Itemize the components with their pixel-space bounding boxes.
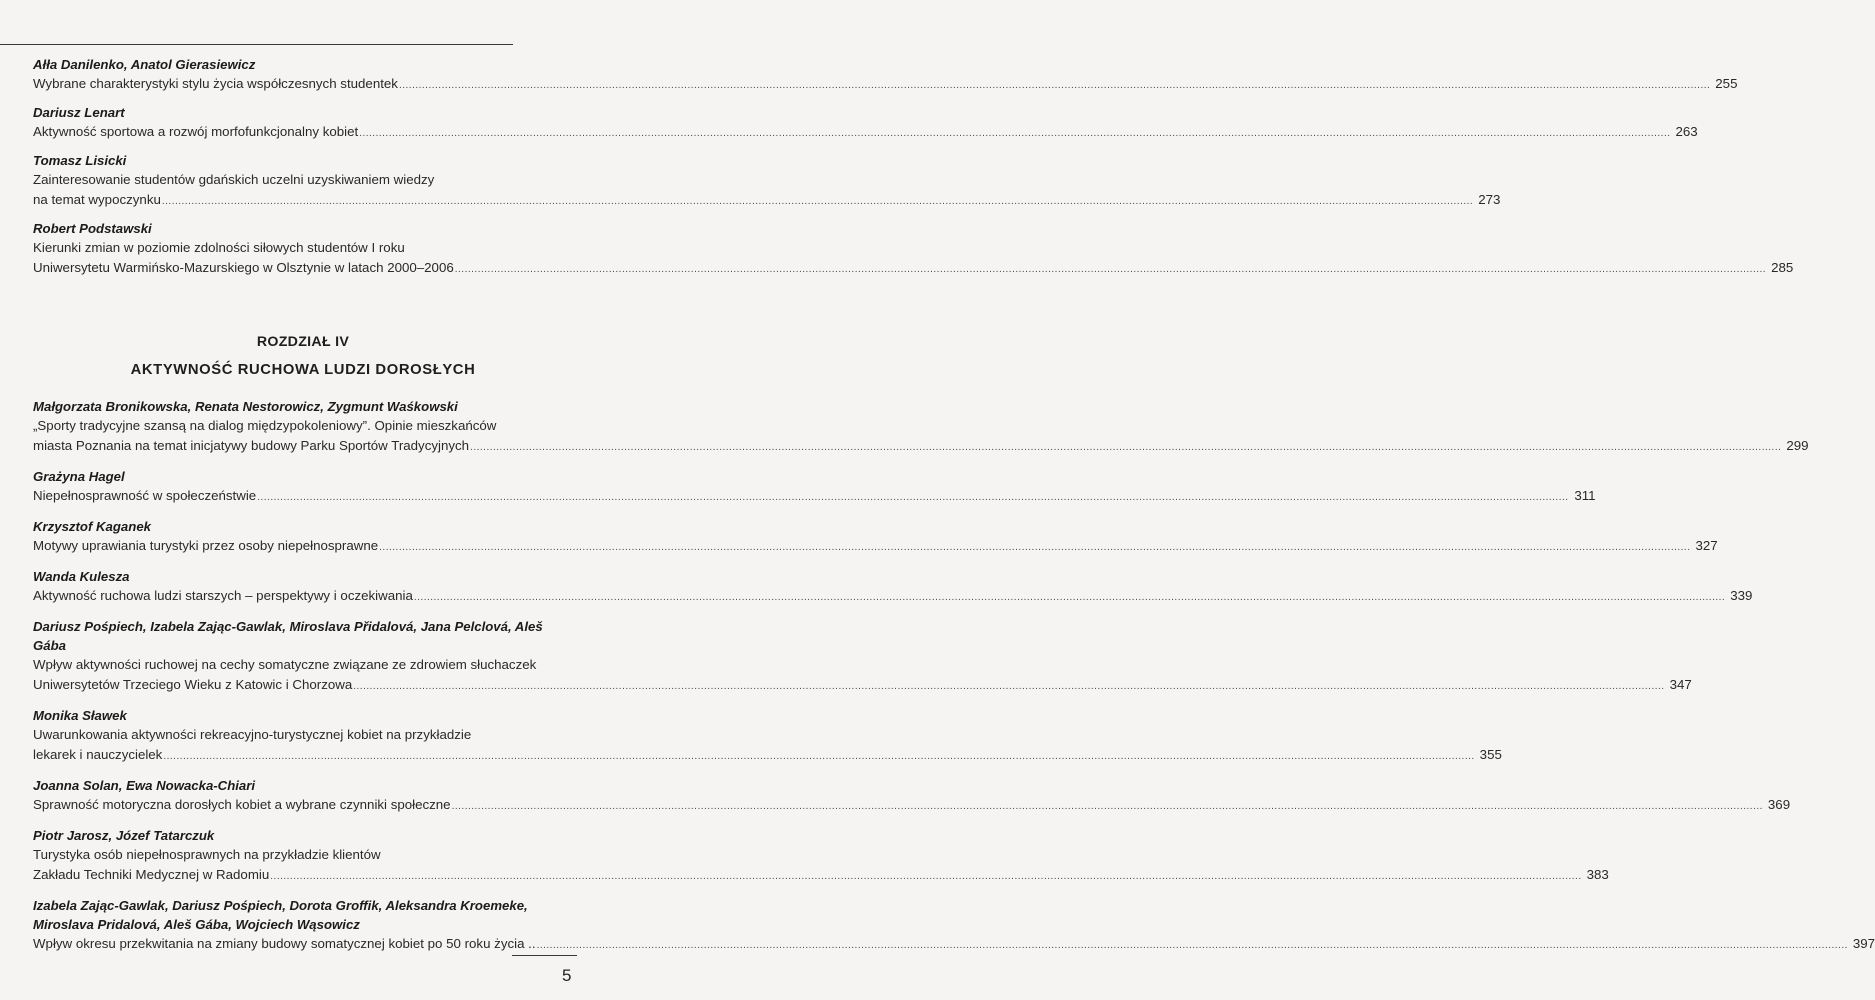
- toc-entry: [33, 467, 1596, 508]
- entry-title-line: Kierunki zmian w poziomie zdolności siłowych studentów I roku: [33, 240, 405, 255]
- entry-title-text: na temat wypoczynku: [33, 192, 161, 207]
- entry-page-number: 397: [1852, 936, 1875, 951]
- entry-title-last-line: [33, 536, 1718, 558]
- chapter-title: AKTYWNOŚĆ RUCHOWA LUDZI DOROSŁYCH: [130, 362, 476, 378]
- entry-authors: Miroslava Pridalová, Aleš Gába, Wojciech Wąsowicz: [33, 917, 360, 932]
- entry-title-last-line: [33, 586, 1753, 608]
- entry-title-last-line: [33, 486, 1596, 508]
- toc-entries-before-chapter: [33, 55, 1794, 280]
- table-of-contents: [33, 55, 1875, 956]
- entry-authors: Joanna Solan, Ewa Nowacka-Chiari: [33, 778, 256, 793]
- dot-leader: ................................................................................................................................................................................................................................................................................................................................................................................................................: [257, 492, 1569, 503]
- entry-page-number: 339: [1730, 588, 1753, 603]
- entry-title-line: Turystyka osób niepełnosprawnych na przykładzie klientów: [33, 847, 381, 862]
- entry-title-text: lekarek i nauczycielek: [33, 747, 163, 762]
- toc-entry: [33, 397, 1809, 458]
- entry-authors: Robert Podstawski: [33, 221, 152, 236]
- entry-title-last-line: [33, 436, 1809, 458]
- dot-leader: ................................................................................................................................................................................................................................................................................................................................................................................................................: [161, 196, 1474, 207]
- entry-page-number: 311: [1574, 488, 1596, 503]
- entry-title-text: Uniwersytetów Trzeciego Wieku z Katowic i Chorzowa: [33, 677, 353, 692]
- toc-entry: [33, 617, 1692, 697]
- chapter-label: ROZDZIAŁ IV: [256, 334, 350, 350]
- entry-authors: Małgorzata Bronikowska, Renata Nestorowicz, Zygmunt Waśkowski: [33, 399, 458, 414]
- entry-authors: Izabela Zając-Gawlak, Dariusz Pośpiech, Dorota Groffik, Aleksandra Kroemeke,: [33, 898, 528, 913]
- entry-page-number: 327: [1695, 538, 1718, 553]
- entry-title-text: Zakładu Techniki Medycznej w Radomiu: [33, 867, 270, 882]
- dot-leader: ................................................................................................................................................................................................................................................................................................................................................................................................................: [398, 80, 1711, 91]
- entry-title-text: Motywy uprawiania turystyki przez osoby niepełnosprawne: [33, 538, 379, 553]
- toc-entry: [33, 706, 1502, 767]
- entry-title-text: Sprawność motoryczna dorosłych kobiet a wybrane czynniki społeczne: [33, 797, 451, 812]
- entry-title-line: „Sporty tradycyjne szansą na dialog międzypokoleniowy”. Opinie mieszkańców: [33, 418, 497, 433]
- page-number: 5: [562, 966, 572, 985]
- entry-title-last-line: [33, 745, 1502, 767]
- toc-entry: [33, 776, 1791, 817]
- dot-leader: ................................................................................................................................................................................................................................................................................................................................................................................................................: [470, 442, 1782, 453]
- entry-page-number: 355: [1479, 747, 1502, 762]
- entry-authors: Ałła Danilenko, Anatol Gierasiewicz: [33, 57, 256, 72]
- entry-title-last-line: [33, 795, 1791, 817]
- entry-page-number: 369: [1767, 797, 1791, 812]
- dot-leader: ................................................................................................................................................................................................................................................................................................................................................................................................................: [359, 128, 1671, 139]
- entry-page-number: 347: [1669, 677, 1692, 692]
- entry-title-line: Wpływ aktywności ruchowej na cechy somatyczne związane ze zdrowiem słuchaczek: [33, 657, 537, 672]
- toc-entry: [33, 517, 1718, 558]
- dot-leader: ................................................................................................................................................................................................................................................................................................................................................................................................................: [163, 751, 1475, 762]
- dot-leader: ................................................................................................................................................................................................................................................................................................................................................................................................................: [353, 681, 1665, 692]
- entry-page-number: 255: [1715, 76, 1738, 91]
- chapter-heading: [33, 332, 573, 381]
- entry-authors: Piotr Jarosz, Józef Tatarczuk: [33, 828, 215, 843]
- entry-page-number: 383: [1586, 867, 1609, 882]
- entry-title-text: Aktywność sportowa a rozwój morfofunkcjonalny kobiet: [33, 124, 359, 139]
- toc-entry: [33, 219, 1794, 280]
- entry-authors: Grażyna Hagel: [33, 469, 125, 484]
- entry-title-text: Niepełnosprawność w społeczeństwie: [33, 488, 257, 503]
- toc-entry: [33, 896, 1875, 956]
- entry-title-last-line: [33, 190, 1501, 212]
- entry-authors: Wanda Kulesza: [33, 569, 130, 584]
- entry-title-last-line: [33, 258, 1794, 280]
- entry-title-text: miasta Poznania na temat inicjatywy budowy Parku Sportów Tradycyjnych: [33, 438, 470, 453]
- entry-title-last-line: [33, 865, 1609, 887]
- entry-page-number: 299: [1786, 438, 1809, 453]
- toc-entry: [33, 55, 1738, 96]
- entry-title-line: Uwarunkowania aktywności rekreacyjno-turystycznej kobiet na przykładzie: [33, 727, 472, 742]
- entry-page-number: 285: [1771, 260, 1794, 275]
- entry-page-number: 273: [1478, 192, 1501, 207]
- entry-title-last-line: [33, 934, 1875, 956]
- dot-leader: ................................................................................................................................................................................................................................................................................................................................................................................................................: [270, 871, 1582, 882]
- entry-title-last-line: [33, 74, 1738, 96]
- dot-leader: ................................................................................................................................................................................................................................................................................................................................................................................................................: [451, 801, 1763, 812]
- entry-authors: Monika Sławek: [33, 708, 127, 723]
- entry-title-text: Wpływ okresu przekwitania na zmiany budowy somatycznej kobiet po 50 roku życia ..: [33, 936, 536, 951]
- entry-page-number: 263: [1675, 124, 1698, 139]
- dot-leader: ................................................................................................................................................................................................................................................................................................................................................................................................................: [413, 592, 1726, 603]
- entry-title-text: Aktywność ruchowa ludzi starszych – perspektywy i oczekiwania: [33, 588, 413, 603]
- entry-authors: Krzysztof Kaganek: [33, 519, 151, 534]
- entry-title-text: Wybrane charakterystyki stylu życia współczesnych studentek: [33, 76, 398, 91]
- toc-entry: [33, 567, 1753, 608]
- toc-entries-after-chapter: [33, 397, 1875, 956]
- toc-entry: [33, 151, 1501, 212]
- entry-title-last-line: [33, 122, 1698, 144]
- entry-authors: Dariusz Lenart: [33, 105, 125, 120]
- entry-title-last-line: [33, 675, 1692, 697]
- entry-title-line: Zainteresowanie studentów gdańskich uczelni uzyskiwaniem wiedzy: [33, 172, 435, 187]
- toc-entry: [33, 103, 1698, 144]
- dot-leader: ................................................................................................................................................................................................................................................................................................................................................................................................................: [536, 940, 1848, 951]
- entry-title-text: Uniwersytetu Warmińsko-Mazurskiego w Olsztynie w latach 2000–2006: [33, 260, 454, 275]
- entry-authors: Tomasz Lisicki: [33, 153, 127, 168]
- bottom-rule: [512, 955, 577, 956]
- top-rule: [0, 44, 513, 45]
- toc-entry: [33, 826, 1609, 887]
- dot-leader: ................................................................................................................................................................................................................................................................................................................................................................................................................: [454, 264, 1767, 275]
- entry-authors: Dariusz Pośpiech, Izabela Zając-Gawlak, Miroslava Přidalová, Jana Pelclová, Aleš Gába: [33, 619, 543, 653]
- dot-leader: ................................................................................................................................................................................................................................................................................................................................................................................................................: [379, 542, 1691, 553]
